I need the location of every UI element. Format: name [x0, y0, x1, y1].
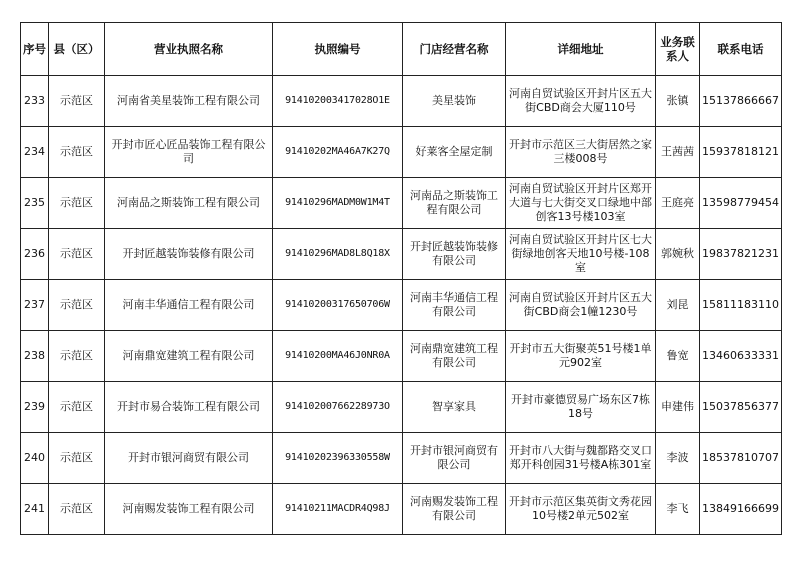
header-cell: 业务联系人	[656, 23, 700, 76]
row-number: 241	[21, 484, 49, 535]
license-cell: 91410200MA46J0NR0A	[273, 331, 403, 382]
company-cell: 河南丰华通信工程有限公司	[105, 280, 273, 331]
license-cell: 91410202MA46A7K27Q	[273, 127, 403, 178]
address-cell: 河南自贸试验区开封片区郑开大道与七大街交叉口绿地中部创客13号楼103室	[506, 178, 656, 229]
row-number: 240	[21, 433, 49, 484]
table-row	[21, 229, 782, 280]
district-cell: 示范区	[49, 127, 105, 178]
row-number: 238	[21, 331, 49, 382]
phone-cell: 18537810707	[700, 433, 782, 484]
contact-cell: 王庭亮	[656, 178, 700, 229]
company-cell: 开封市易合装饰工程有限公司	[105, 382, 273, 433]
address-cell: 开封市豪德贸易广场东区7栋18号	[506, 382, 656, 433]
address-cell: 开封市示范区三大街居然之家三楼008号	[506, 127, 656, 178]
address-cell: 开封市示范区集英街文秀花园10号楼2单元502室	[506, 484, 656, 535]
row-number: 233	[21, 76, 49, 127]
contact-cell: 刘昆	[656, 280, 700, 331]
contact-cell: 李飞	[656, 484, 700, 535]
header-cell: 营业执照名称	[105, 23, 273, 76]
district-cell: 示范区	[49, 229, 105, 280]
store-cell: 开封匠越装饰装修有限公司	[403, 229, 506, 280]
table-row	[21, 484, 782, 535]
company-cell: 河南品之斯装饰工程有限公司	[105, 178, 273, 229]
district-cell: 示范区	[49, 433, 105, 484]
store-cell: 智享家具	[403, 382, 506, 433]
address-cell: 开封市八大街与魏都路交叉口郑开科创园31号楼A栋301室	[506, 433, 656, 484]
license-cell: 91410211MACDR4Q98J	[273, 484, 403, 535]
contact-cell: 王茜茜	[656, 127, 700, 178]
table-row	[21, 76, 782, 127]
contact-cell: 张镇	[656, 76, 700, 127]
row-number: 234	[21, 127, 49, 178]
row-number: 239	[21, 382, 49, 433]
company-cell: 河南鼎宽建筑工程有限公司	[105, 331, 273, 382]
phone-cell: 13849166699	[700, 484, 782, 535]
table-row	[21, 280, 782, 331]
table-row	[21, 382, 782, 433]
address-cell: 开封市五大街聚英51号楼1单元902室	[506, 331, 656, 382]
header-cell: 联系电话	[700, 23, 782, 76]
table-row	[21, 178, 782, 229]
phone-cell: 13460633331	[700, 331, 782, 382]
store-cell: 河南品之斯装饰工程有限公司	[403, 178, 506, 229]
license-cell: 91410296MAD8L8Q18X	[273, 229, 403, 280]
contact-cell: 申建伟	[656, 382, 700, 433]
license-cell: 914102003417028O1E	[273, 76, 403, 127]
contact-cell: 李波	[656, 433, 700, 484]
header-cell: 执照编号	[273, 23, 403, 76]
store-cell: 河南赐发装饰工程有限公司	[403, 484, 506, 535]
store-cell: 河南鼎宽建筑工程有限公司	[403, 331, 506, 382]
license-cell: 91410202396330558W	[273, 433, 403, 484]
header-row	[21, 23, 782, 76]
contact-cell: 郭婉秋	[656, 229, 700, 280]
store-cell: 河南丰华通信工程有限公司	[403, 280, 506, 331]
store-table	[20, 22, 782, 535]
company-cell: 开封市银河商贸有限公司	[105, 433, 273, 484]
phone-cell: 15937818121	[700, 127, 782, 178]
phone-cell: 19837821231	[700, 229, 782, 280]
phone-cell: 13598779454	[700, 178, 782, 229]
district-cell: 示范区	[49, 382, 105, 433]
row-number: 235	[21, 178, 49, 229]
header-cell: 详细地址	[506, 23, 656, 76]
district-cell: 示范区	[49, 178, 105, 229]
license-cell: 91410200766228973O	[273, 382, 403, 433]
license-cell: 91410200317650706W	[273, 280, 403, 331]
header-cell: 门店经营名称	[403, 23, 506, 76]
phone-cell: 15137866667	[700, 76, 782, 127]
address-cell: 河南自贸试验区开封片区五大街CBD商会1幢1230号	[506, 280, 656, 331]
contact-cell: 鲁宽	[656, 331, 700, 382]
store-cell: 开封市银河商贸有限公司	[403, 433, 506, 484]
header-cell: 序号	[21, 23, 49, 76]
store-cell: 美星装饰	[403, 76, 506, 127]
district-cell: 示范区	[49, 331, 105, 382]
address-cell: 河南自贸试验区开封片区七大街绿地创客天地10号楼-108室	[506, 229, 656, 280]
phone-cell: 15037856377	[700, 382, 782, 433]
district-cell: 示范区	[49, 484, 105, 535]
license-cell: 91410296MADM0W1M4T	[273, 178, 403, 229]
table-container	[20, 22, 782, 535]
table-row	[21, 331, 782, 382]
phone-cell: 15811183110	[700, 280, 782, 331]
store-cell: 好莱客全屋定制	[403, 127, 506, 178]
company-cell: 河南省美星装饰工程有限公司	[105, 76, 273, 127]
company-cell: 开封匠越装饰装修有限公司	[105, 229, 273, 280]
address-cell: 河南自贸试验区开封片区五大街CBD商会大厦110号	[506, 76, 656, 127]
table-row	[21, 433, 782, 484]
company-cell: 开封市匠心匠品装饰工程有限公司	[105, 127, 273, 178]
district-cell: 示范区	[49, 280, 105, 331]
row-number: 237	[21, 280, 49, 331]
table-row	[21, 127, 782, 178]
district-cell: 示范区	[49, 76, 105, 127]
row-number: 236	[21, 229, 49, 280]
header-cell: 县（区）	[49, 23, 105, 76]
company-cell: 河南赐发装饰工程有限公司	[105, 484, 273, 535]
